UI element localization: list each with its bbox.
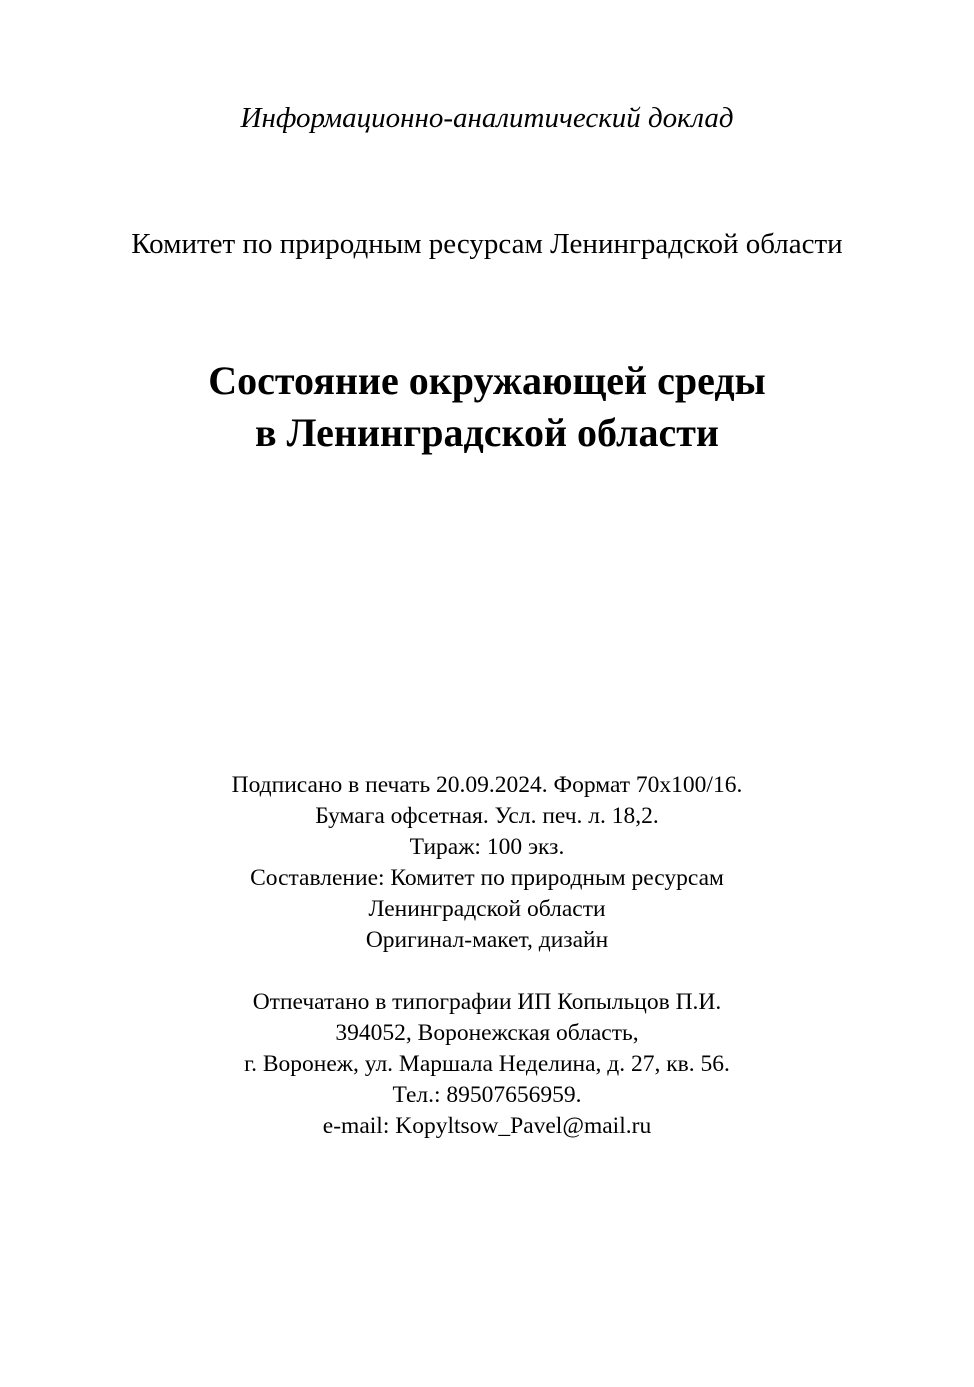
imprint-line: Оригинал-макет, дизайн bbox=[365, 927, 609, 953]
imprint-line: Составление: Комитет по природным ресурсам bbox=[250, 865, 724, 891]
imprint-spacer bbox=[0, 956, 974, 987]
printer-line: Отпечатано в типографии ИП Копыльцов П.И. bbox=[252, 989, 722, 1015]
printer-address-line: 394052, Воронежская область, bbox=[335, 1020, 639, 1046]
imprint-line: Тираж: 100 экз. bbox=[409, 834, 565, 860]
title-line-2: в Ленинградской области bbox=[255, 410, 719, 455]
document-subtitle: Информационно-аналитический доклад bbox=[240, 102, 734, 134]
document-title bbox=[0, 355, 974, 459]
title-line-1: Состояние окружающей среды bbox=[208, 358, 766, 403]
organization-name: Комитет по природным ресурсам Ленинградской области bbox=[131, 228, 843, 260]
printer-phone: Тел.: 89507656959. bbox=[392, 1082, 582, 1108]
imprint-line: Подписано в печать 20.09.2024. Формат 70х100/16. bbox=[231, 772, 743, 798]
imprint-line: Ленинградской области bbox=[368, 896, 606, 922]
imprint-block bbox=[0, 770, 974, 1142]
printer-email: e-mail: Kopyltsow_Pavel@mail.ru bbox=[322, 1113, 652, 1139]
printer-address-line: г. Воронеж, ул. Маршала Неделина, д. 27, кв. 56. bbox=[244, 1051, 730, 1077]
imprint-line: Бумага офсетная. Усл. печ. л. 18,2. bbox=[315, 803, 659, 829]
